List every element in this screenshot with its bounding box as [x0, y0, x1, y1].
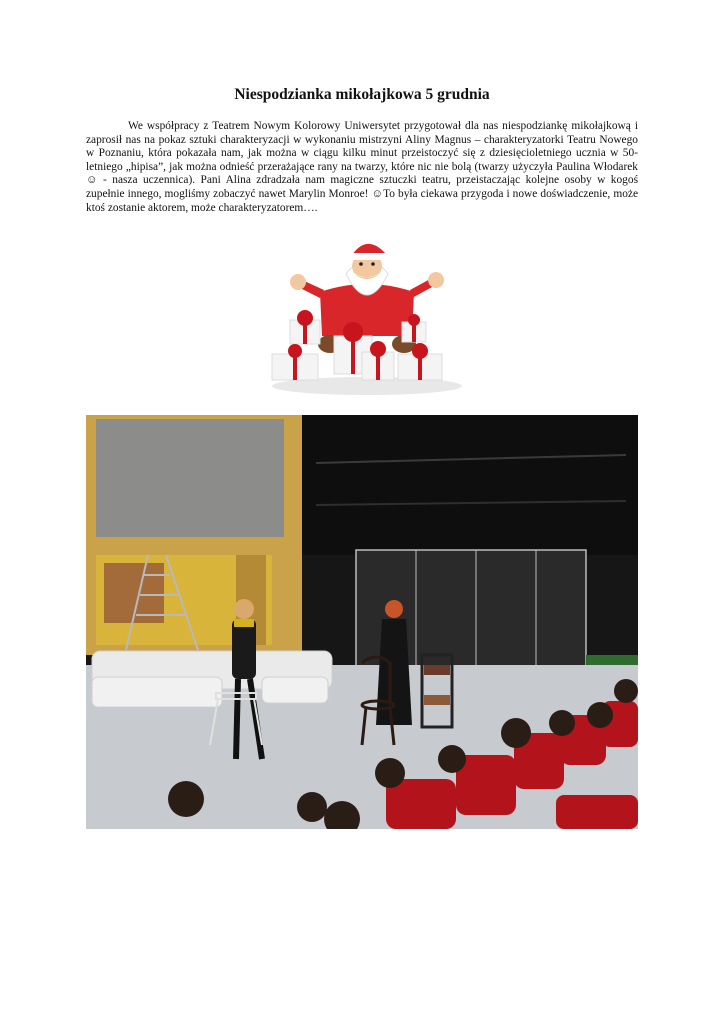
- santa-left-hand: [290, 274, 306, 290]
- santa-right-hand: [428, 272, 444, 288]
- page-title: Niespodzianka mikołajkowa 5 grudnia: [234, 86, 490, 103]
- santa-illustration: [262, 236, 472, 398]
- projection-screen: [96, 419, 284, 537]
- body-paragraph: We współpracy z Teatrem Nowym Kolorowy Uniwersytet przygotował dla nas niespodziankę mikołajkową i zaprosił nas na pokaz sztuki charakteryzacji w wykonaniu mistrzyni Aliny Magnus – charakteryzatorki Teatru Nowego w Poznaniu, która pokazała nam, jak można w ciągu kilku minut przeistoczyć się z dziesięcioletniego ucznia w 50-letniego „hipisa”, jak można odnieść przerażające rany na twarzy, które nic nie bolą (twarzy użyczyła Paulina Włodarek ☺ - nasza uczennica). Pani Alina zdradzała nam magiczne sztuczki teatru, przeistaczając kolejne osoby w kogoś zupełnie innego, mogliśmy zobaczyć nawet Marylin Monroe! ☺To była ciekawa przygoda i nowe doświadczenie, może ktoś zostanie aktorem, może charakteryzatorem….: [86, 120, 638, 214]
- theater-stage-photo: [86, 415, 638, 829]
- white-sofa: [92, 651, 332, 707]
